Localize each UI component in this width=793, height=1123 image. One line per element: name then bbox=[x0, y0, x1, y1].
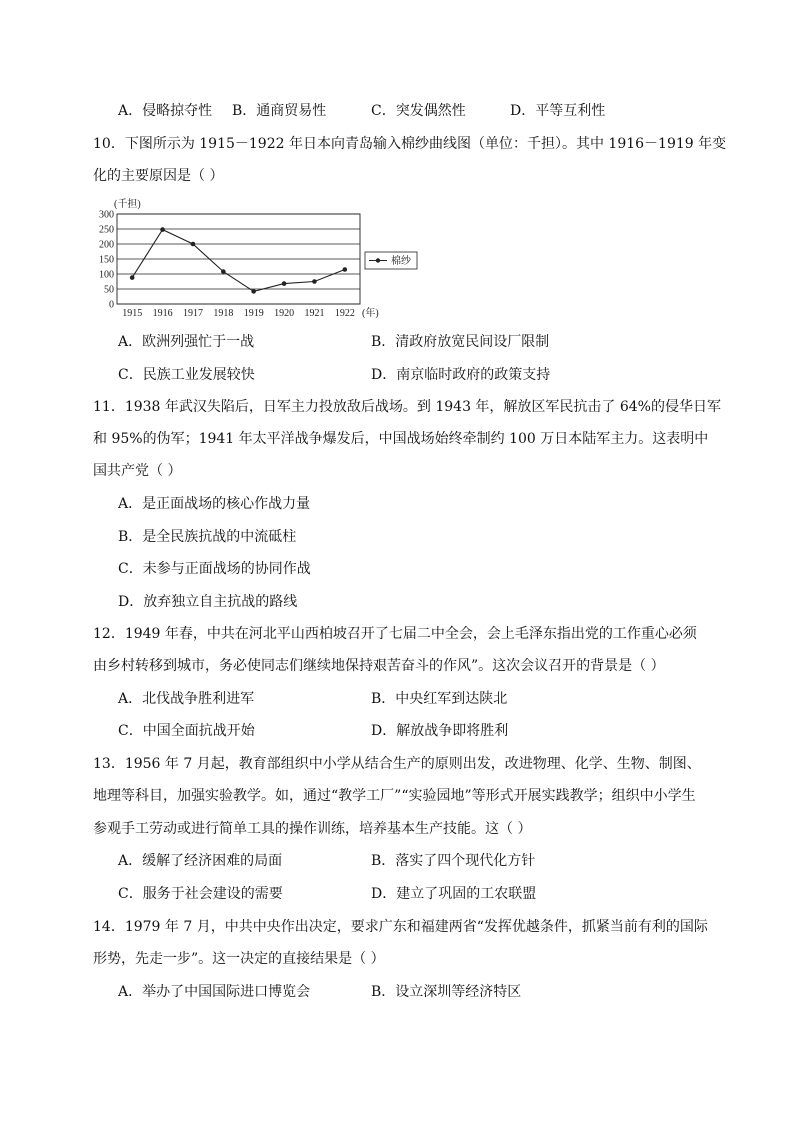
data-point-1919 bbox=[251, 289, 256, 294]
q9-option-a: A．侵略掠夺性 bbox=[118, 103, 213, 119]
chart-x-axis-label: (年) bbox=[362, 308, 379, 319]
x-tick-label-1919: 1919 bbox=[243, 308, 264, 319]
q11-option-c: C．未参与正面战场的协同作战 bbox=[118, 561, 311, 577]
data-point-1921 bbox=[312, 279, 317, 284]
q12-option-a: A．北伐战争胜利进军 bbox=[118, 691, 255, 707]
q9-option-b: B．通商贸易性 bbox=[232, 103, 327, 119]
data-point-1918 bbox=[221, 269, 226, 274]
y-tick-label-300: 300 bbox=[99, 209, 114, 221]
y-tick-label-200: 200 bbox=[99, 239, 114, 251]
q11-option-b: B．是全民族抗战的中流砥柱 bbox=[118, 529, 297, 545]
x-tick-label-1915: 1915 bbox=[122, 308, 143, 319]
cotton-yarn-line-chart bbox=[88, 194, 428, 324]
x-tick-label-1920: 1920 bbox=[274, 308, 295, 319]
data-point-1916 bbox=[160, 227, 165, 232]
q13-option-d: D．建立了巩固的工农联盟 bbox=[371, 886, 537, 902]
q10-stem-line-1: 10．下图所示为 1915－1922 年日本向青岛输入棉纱曲线图（单位：千担）。其中 1916－1919 年变 bbox=[93, 136, 727, 152]
q13-stem-line-3: 参观手工劳动或进行简单工具的操作训练，培养基本生产技能。这（ ） bbox=[93, 821, 532, 837]
y-tick-label-50: 50 bbox=[104, 284, 114, 296]
q9-option-c: C．突发偶然性 bbox=[371, 103, 466, 119]
x-tick-label-1921: 1921 bbox=[304, 308, 325, 319]
q12-option-d: D．解放战争即将胜利 bbox=[371, 723, 509, 739]
q12-stem-line-2: 由乡村转移到城市，务必使同志们继续地保持艰苦奋斗的作风”。这次会议召开的背景是（ ） bbox=[93, 658, 665, 674]
q13-option-a: A．缓解了经济困难的局面 bbox=[118, 853, 283, 869]
q10-stem-line-2: 化的主要原因是（ ） bbox=[93, 168, 224, 184]
q13-option-c: C．服务于社会建设的需要 bbox=[118, 886, 283, 902]
chart-series bbox=[130, 227, 347, 293]
q10-option-d: D．南京临时政府的政策支持 bbox=[371, 367, 551, 383]
q10-option-c: C．民族工业发展较快 bbox=[118, 367, 255, 383]
data-point-1915 bbox=[130, 275, 135, 280]
q9-option-d: D．平等互利性 bbox=[510, 103, 606, 119]
y-tick-label-250: 250 bbox=[99, 224, 114, 236]
data-point-1920 bbox=[282, 281, 287, 286]
q14-stem-line-2: 形势，先走一步”。这一决定的直接结果是（ ） bbox=[93, 951, 385, 967]
q13-option-b: B．落实了四个现代化方针 bbox=[371, 853, 536, 869]
y-tick-label-0: 0 bbox=[109, 299, 114, 311]
x-tick-label-1917: 1917 bbox=[182, 308, 203, 319]
q11-stem-line-2: 和 95%的伪军；1941 年太平洋战争爆发后，中国战场始终牵制约 100 万日本陆军主力。这表明中 bbox=[93, 431, 709, 447]
q14-option-b: B．设立深圳等经济特区 bbox=[371, 984, 522, 1000]
x-tick-label-1916: 1916 bbox=[152, 308, 173, 319]
q13-stem-line-1: 13．1956 年 7 月起，教育部组织中小学从结合生产的原则出发，改进物理、化学、生物、制图、 bbox=[93, 756, 701, 772]
q14-option-a: A．举办了中国国际进口博览会 bbox=[118, 984, 311, 1000]
q10-option-b: B．清政府放宽民间设厂限制 bbox=[371, 334, 550, 350]
chart-legend bbox=[365, 252, 417, 269]
q13-stem-line-2: 地理等科目，加强实验教学。如，通过“教学工厂”“实验园地”等形式开展实践教学；组织中小学生 bbox=[93, 788, 696, 804]
q12-option-c: C．中国全面抗战开始 bbox=[118, 723, 255, 739]
x-tick-label-1922: 1922 bbox=[334, 308, 355, 319]
q11-stem-line-3: 国共产党（ ） bbox=[93, 463, 182, 479]
y-tick-label-100: 100 bbox=[99, 269, 114, 281]
chart-y-axis-label: (千担) bbox=[114, 199, 141, 210]
legend-label: 棉纱 bbox=[391, 256, 411, 267]
x-tick-label-1918: 1918 bbox=[213, 308, 234, 319]
q12-option-b: B．中央红军到达陕北 bbox=[371, 691, 508, 707]
legend-marker bbox=[376, 258, 380, 262]
y-tick-label-150: 150 bbox=[99, 254, 114, 266]
data-point-1922 bbox=[343, 267, 348, 272]
q12-stem-line-1: 12．1949 年春，中共在河北平山西柏坡召开了七届二中全会，会上毛泽东指出党的工作重心必须 bbox=[93, 626, 697, 642]
q14-stem-line-1: 14．1979 年 7 月，中共中央作出决定，要求广东和福建两省“发挥优越条件，抓紧当前有利的国际 bbox=[93, 919, 708, 935]
q11-stem-line-1: 11．1938 年武汉失陷后，日军主力投放敌后战场。到 1943 年，解放区军民抗击了 64%的侵华日军 bbox=[93, 399, 721, 415]
chart-tick-labels bbox=[99, 210, 355, 320]
data-point-1917 bbox=[191, 242, 196, 247]
q11-option-d: D．放弃独立自主抗战的路线 bbox=[118, 594, 298, 610]
q11-option-a: A．是正面战场的核心作战力量 bbox=[118, 496, 311, 512]
q10-option-a: A．欧洲列强忙于一战 bbox=[118, 334, 255, 350]
chart-grid bbox=[117, 214, 360, 304]
